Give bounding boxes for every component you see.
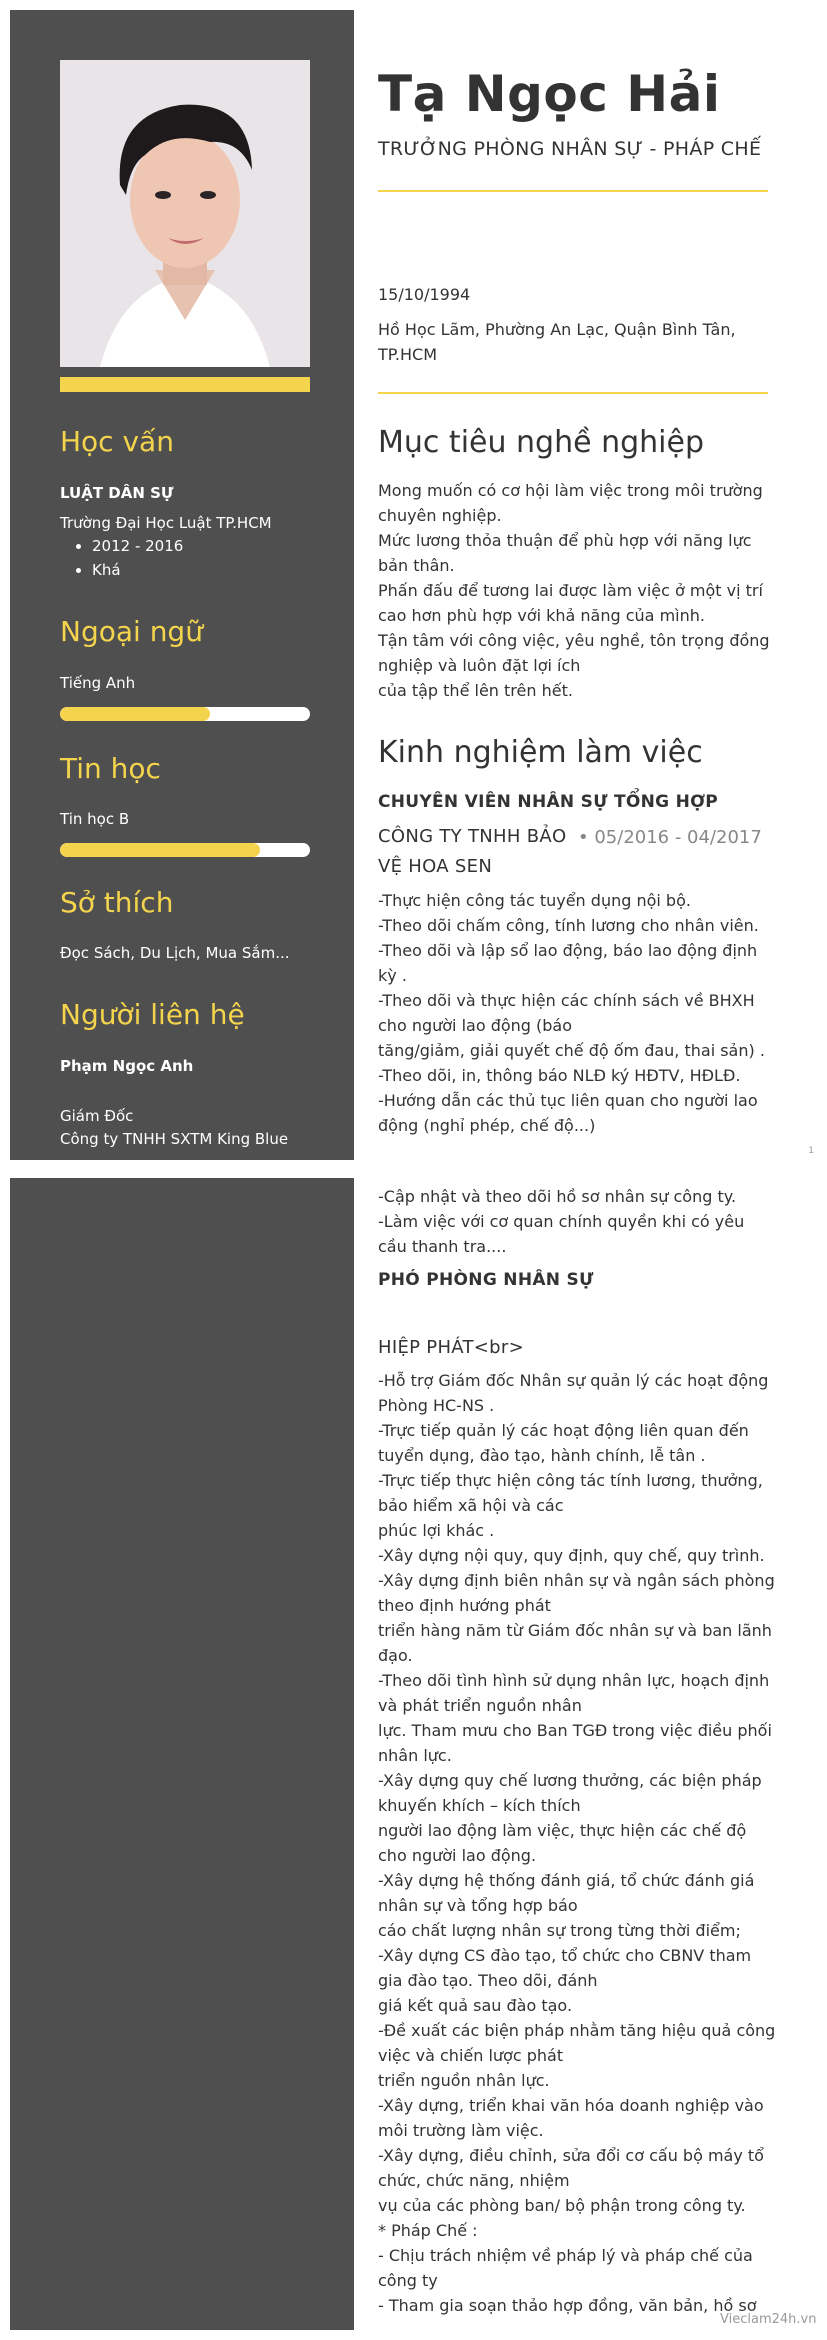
hobby-text: Đọc Sách, Du Lịch, Mua Sắm...	[60, 944, 290, 962]
job-company: CÔNG TY TNHH BẢO VỆ HOA SEN	[378, 826, 567, 877]
duty-line: -Trực tiếp thực hiện công tác tính lương, thưởng, bảo hiểm xã hội và các	[378, 1471, 763, 1515]
computer-level-bar	[60, 843, 310, 857]
duty-line: -Xây dựng nội quy, quy định, quy chế, quy trình.	[378, 1546, 765, 1565]
divider	[378, 392, 768, 394]
duty-line: -Xây dựng, triển khai văn hóa doanh nghiệp vào môi trường làm việc.	[378, 2096, 764, 2140]
duty-line: -Theo dõi tình hình sử dụng nhân lực, hoạch định và phát triển nguồn nhân	[378, 1671, 770, 1715]
education-heading: Học vấn	[60, 425, 174, 458]
duty-line: phúc lợi khác .	[378, 1521, 495, 1540]
language-heading: Ngoại ngữ	[60, 615, 203, 648]
job-period-text: 05/2016 - 04/2017	[594, 827, 762, 848]
reference-company: Công ty TNHH SXTM King Blue	[60, 1130, 289, 1148]
job-period: • 05/2016 - 04/2017	[578, 827, 762, 848]
duty-line: -Thực hiện công tác tuyển dụng nội bộ.	[378, 891, 691, 910]
duty-line: -Xây dựng quy chế lương thưởng, các biện pháp khuyến khích – kích thích	[378, 1771, 762, 1815]
reference-heading: Người liên hệ	[60, 998, 245, 1031]
duty-line: -Xây dựng định biên nhân sự và ngân sách phòng theo định hướng phát	[378, 1571, 775, 1615]
address: Hồ Học Lãm, Phường An Lạc, Quận Bình Tân, TP.HCM	[378, 320, 736, 364]
education-rank: • Khá	[92, 558, 183, 582]
job-title: PHÓ PHÒNG NHÂN SỰ	[378, 1270, 594, 1290]
duty-line: lực. Tham mưu cho Ban TGĐ trong việc điều phối nhân lực.	[378, 1721, 772, 1765]
main-content	[354, 1178, 818, 2330]
education-details	[92, 534, 183, 582]
duty-line: -Xây dựng CS đào tạo, tổ chức cho CBNV tham gia đào tạo. Theo dõi, đánh	[378, 1946, 752, 1990]
hobby-heading: Sở thích	[60, 886, 174, 919]
date-of-birth: 15/10/1994	[378, 285, 471, 304]
education-major: LUẬT DÂN SỰ	[60, 484, 174, 502]
job-duties	[378, 1368, 778, 2318]
duty-line: triển hàng năm từ Giám đốc nhân sự và ban lãnh đạo.	[378, 1621, 772, 1665]
language-level-fill	[60, 707, 210, 721]
duty-line: - Tham gia soạn thảo hợp đồng, văn bản, hồ sơ	[378, 2296, 757, 2315]
reference-role: Giám Đốc	[60, 1107, 134, 1125]
duty-line: -Xây dựng hệ thống đánh giá, tổ chức đánh giá nhân sự và tổng hợp báo	[378, 1871, 755, 1915]
objective-line: Tận tâm với công việc, yêu nghề, tôn trọng đồng nghiệp và luôn đặt lợi ích	[378, 631, 770, 675]
duty-line: -Theo dõi và thực hiện các chính sách về BHXH cho người lao động (báo	[378, 991, 755, 1035]
duty-line: -Trực tiếp quản lý các hoạt động liên quan đến tuyển dụng, đào tạo, hành chính, lễ tân .	[378, 1421, 749, 1465]
duty-line: cáo chất lượng nhân sự trong từng thời điểm;	[378, 1921, 741, 1940]
objective-line: Phấn đấu để tương lai được làm việc ở một vị trí cao hơn phù hợp với khả năng của mình.	[378, 581, 763, 625]
education-school: Trường Đại Học Luật TP.HCM	[60, 514, 272, 532]
profile-photo	[60, 60, 310, 367]
objective-line: Mong muốn có cơ hội làm việc trong môi trường chuyên nghiệp.	[378, 481, 763, 525]
computer-heading: Tin học	[60, 752, 161, 785]
duty-line: -Đề xuất các biện pháp nhằm tăng hiệu quả công việc và chiến lược phát	[378, 2021, 776, 2065]
photo-accent-bar	[60, 377, 310, 392]
language-name: Tiếng Anh	[60, 674, 136, 692]
main-content	[354, 10, 818, 1160]
duty-line: vụ của các phòng ban/ bộ phận trong công ty.	[378, 2196, 746, 2215]
watermark: Vieclam24h.vn	[720, 2312, 817, 2327]
duty-line: giá kết quả sau đào tạo.	[378, 1996, 573, 2015]
duty-line: -Xây dựng, điều chỉnh, sửa đổi cơ cấu bộ máy tổ chức, chức năng, nhiệm	[378, 2146, 764, 2190]
duty-line: triển nguồn nhân lực.	[378, 2071, 550, 2090]
reference-name: Phạm Ngọc Anh	[60, 1057, 194, 1075]
objective-line: Mức lương thỏa thuận để phù hợp với năng lực bản thân.	[378, 531, 752, 575]
sidebar	[10, 10, 354, 1160]
duty-line: -Cập nhật và theo dõi hồ sơ nhân sự công ty.	[378, 1187, 737, 1206]
language-level-bar	[60, 707, 310, 721]
duty-line: -Theo dõi chấm công, tính lương cho nhân viên.	[378, 916, 759, 935]
candidate-position: TRƯỞNG PHÒNG NHÂN SỰ - PHÁP CHẾ	[378, 138, 762, 160]
duty-line: * Pháp Chế :	[378, 2221, 478, 2240]
candidate-name: Tạ Ngọc Hải	[378, 65, 721, 123]
portrait-image	[60, 60, 310, 367]
experience-heading: Kinh nghiệm làm việc	[378, 735, 703, 770]
job-duties-continued	[378, 1184, 778, 1259]
page-gap	[0, 1160, 827, 1178]
sidebar	[10, 1178, 354, 2330]
cv-page-2	[10, 1178, 818, 2330]
cv-page-1	[10, 10, 818, 1160]
page-number: 1	[808, 1146, 814, 1156]
duty-line: -Hỗ trợ Giám đốc Nhân sự quản lý các hoạt động Phòng HC-NS .	[378, 1371, 769, 1415]
duty-line: - Chịu trách nhiệm về pháp lý và pháp chế của công ty	[378, 2246, 753, 2290]
duty-line: -Theo dõi, in, thông báo NLĐ ký HĐTV, HĐLĐ.	[378, 1066, 741, 1085]
divider	[378, 190, 768, 192]
education-period: • 2012 - 2016	[92, 534, 183, 558]
computer-name: Tin học B	[60, 810, 130, 828]
objective-line: của tập thể lên trên hết.	[378, 681, 573, 700]
job-title: CHUYÊN VIÊN NHÂN SỰ TỔNG HỢP	[378, 792, 719, 812]
objective-heading: Mục tiêu nghề nghiệp	[378, 425, 705, 460]
computer-level-fill	[60, 843, 260, 857]
job-company: HIỆP PHÁT<br>	[378, 1337, 524, 1358]
duty-line: người lao động làm việc, thực hiện các chế độ cho người lao động.	[378, 1821, 747, 1865]
duty-line: tăng/giảm, giải quyết chế độ ốm đau, thai sản) .	[378, 1041, 765, 1060]
job-duties	[378, 888, 778, 1138]
objective-text	[378, 478, 778, 703]
duty-line: -Làm việc với cơ quan chính quyền khi có yêu cầu thanh tra....	[378, 1212, 745, 1256]
duty-line: -Hướng dẫn các thủ tục liên quan cho người lao động (nghỉ phép, chế độ...)	[378, 1091, 758, 1135]
duty-line: -Theo dõi và lập sổ lao động, báo lao động định kỳ .	[378, 941, 758, 985]
